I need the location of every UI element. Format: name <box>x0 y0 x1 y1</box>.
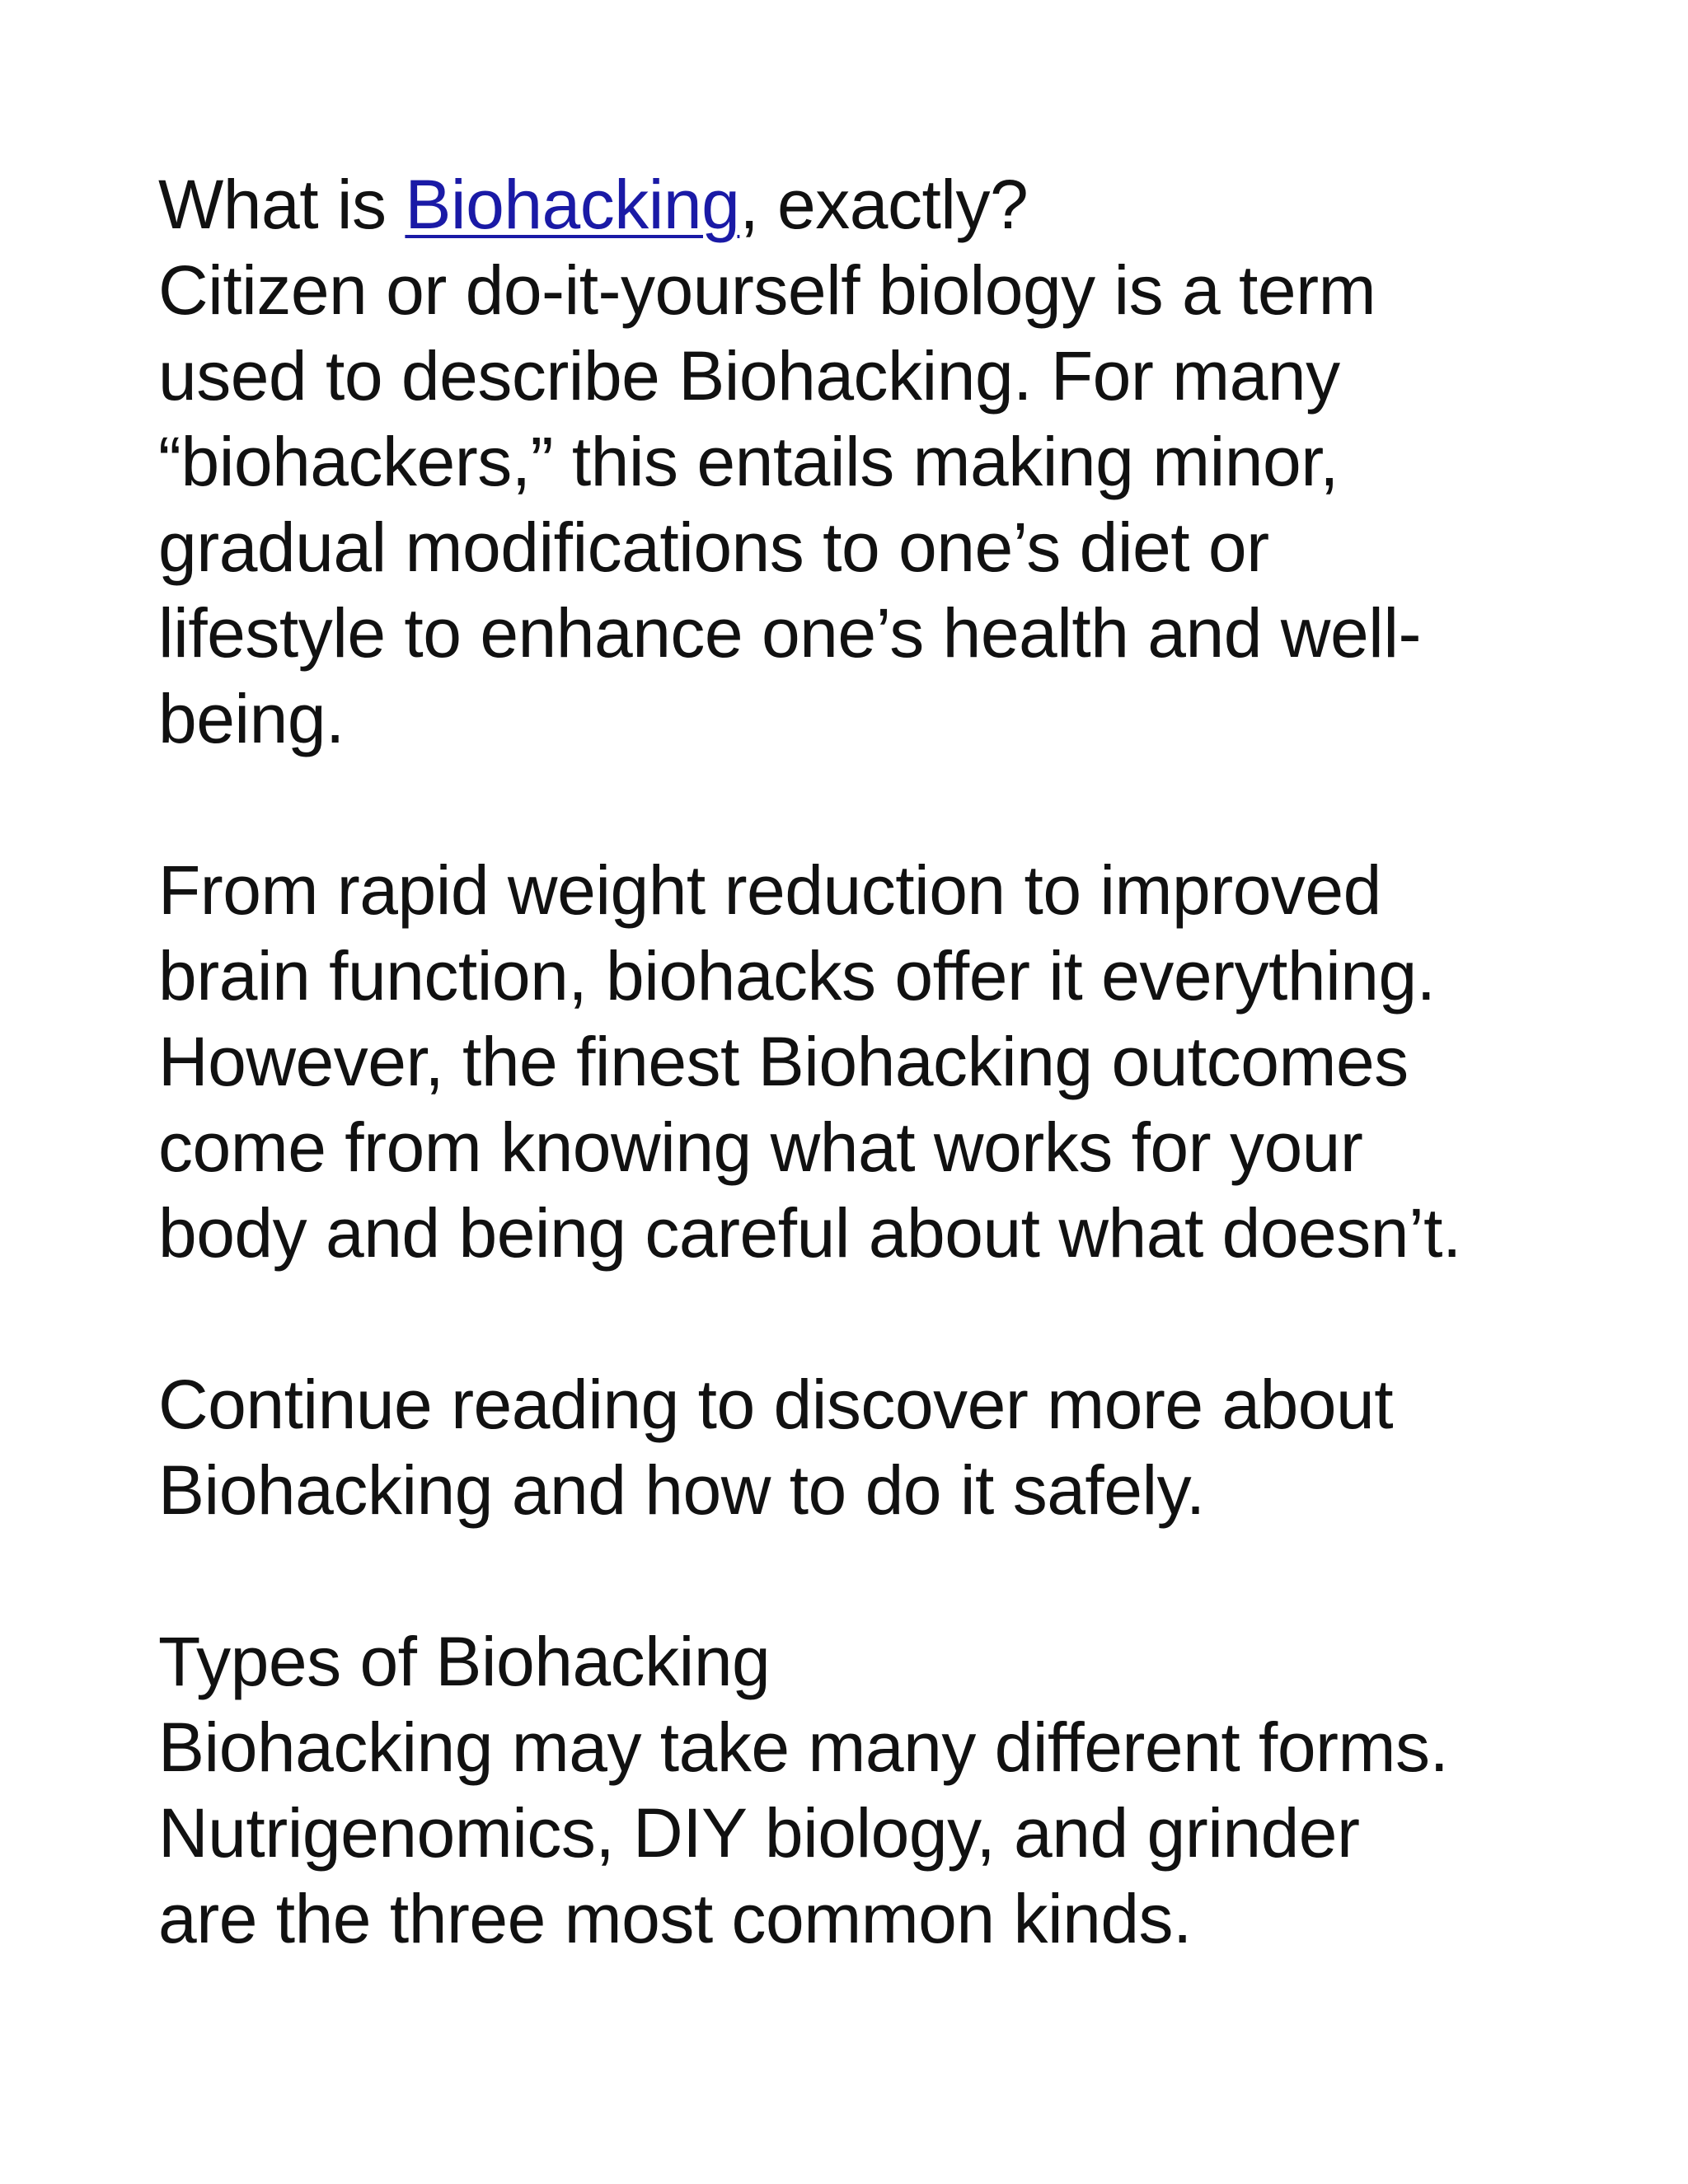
paragraph1-line: gradual modifications to one’s diet or <box>158 509 1269 586</box>
heading-prefix: What is <box>158 166 406 243</box>
paragraph2-line: From rapid weight reduction to improved <box>158 851 1381 929</box>
paragraph2-line: come from knowing what works for your <box>158 1108 1363 1186</box>
paragraph2-line: brain function, biohacks offer it everything. <box>158 937 1436 1015</box>
paragraph1-line: being. <box>158 680 345 757</box>
heading-suffix: , exactly? <box>739 166 1029 243</box>
section-heading: Types of Biohacking <box>158 1623 771 1700</box>
section-line: Biohacking may take many different forms. <box>158 1708 1449 1786</box>
paragraph1-line: “biohackers,” this entails making minor, <box>158 423 1339 500</box>
article-body <box>158 162 1559 1961</box>
article-heading <box>158 162 1559 247</box>
section-line: Nutrigenomics, DIY biology, and grinder <box>158 1794 1360 1872</box>
paragraph2 <box>158 847 1559 1276</box>
paragraph1-line: lifestyle to enhance one’s health and well- <box>158 594 1421 672</box>
paragraph2-line: body and being careful about what doesn’t. <box>158 1194 1461 1272</box>
paragraph1-line: Citizen or do-it-yourself biology is a term <box>158 251 1376 329</box>
paragraph3 <box>158 1361 1559 1533</box>
paragraph-spacer <box>158 1276 1559 1361</box>
paragraph3-line: Continue reading to discover more about <box>158 1366 1394 1443</box>
paragraph-spacer <box>158 1533 1559 1619</box>
intro-block <box>158 162 1559 762</box>
paragraph3-line: Biohacking and how to do it safely. <box>158 1451 1205 1529</box>
paragraph2-line: However, the finest Biohacking outcomes <box>158 1023 1409 1100</box>
paragraph-spacer <box>158 762 1559 847</box>
types-section <box>158 1619 1559 1961</box>
biohacking-link[interactable]: Biohacking <box>405 166 740 243</box>
section-line: are the three most common kinds. <box>158 1880 1192 1957</box>
paragraph1-line: used to describe Biohacking. For many <box>158 337 1340 415</box>
